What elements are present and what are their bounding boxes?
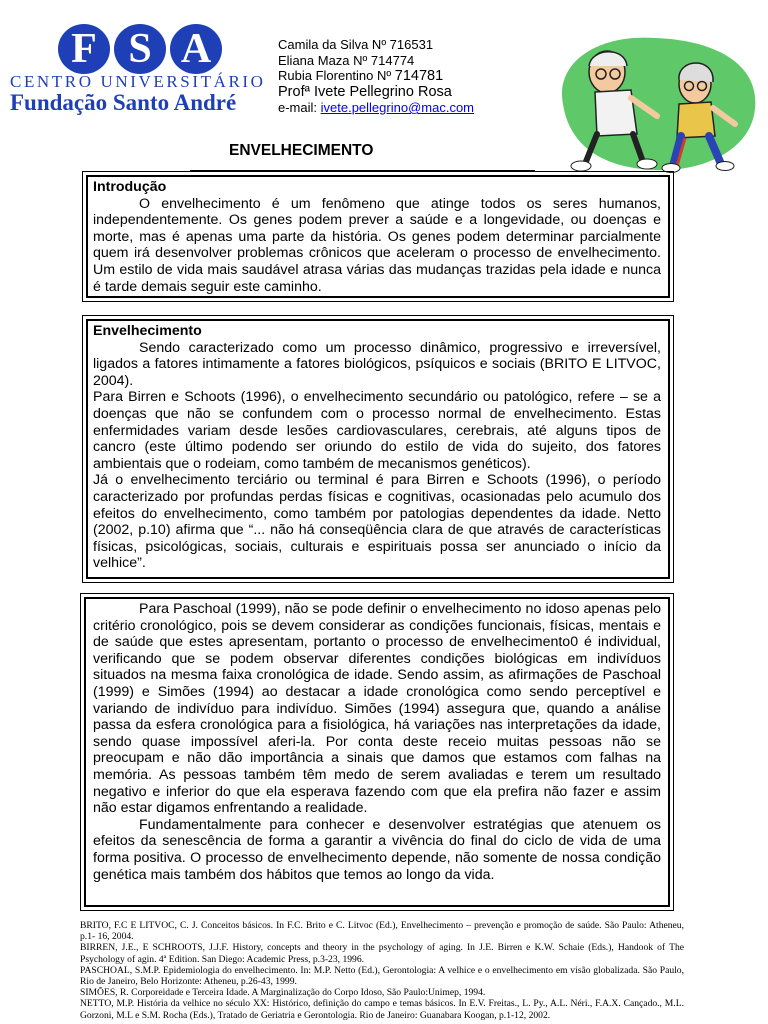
logo-letter-a: A xyxy=(170,24,222,74)
chronology-paragraph: Para Paschoal (1999), não se pode definir o envelhecimento no idoso apenas pelo critério cronológico, pois se devem considerar as condições funcionais, físicas, mentais e de saúde que estes apresentam, portanto o processo de envelhecimento0 é individual, verificando que se podem observar diferentes condições biológicas em indivíduos situados na mesma faixa cronológica de idade. Sendo assim, as afirmações de Paschoal (1999) e Simões (1994) ao destacar a idade cronológica como sendo perceptível e variando de indivíduo para indivíduo. Simões (1994) assegura que, quando a análise passa da esfera cronológica para a fisiológica, há variações nas interpretações da idade, sendo quase impossível aferi-la. Por conta deste receio muitas pessoas não se preocupam e não dão importância a sinais que damos que estamos com falhas na memória. As pessoas também têm medo de serem avaliadas e terem um resultado negativo e inferior do que ela esperava fazendo com que ela prefira não fazer e assim não estar digamos enfrentando a realidade. xyxy=(93,601,661,817)
references xyxy=(80,920,684,1021)
aging-heading: Envelhecimento xyxy=(93,323,202,339)
aging-paragraph: Para Birren e Schoots (1996), o envelhecimento secundário ou patológico, refere – se a doenças que não se confundem com o processo normal de envelhecimento. Estas enfermidades variam desde lesões cardiovasculares, cerebrais, até alguns tipos de cancro (este último podendo ser oriundo do estilo de vida do sujeito, dos fatores ambientais que o rodeiam, como também de mecanismos genéticos). xyxy=(93,389,661,472)
email-line xyxy=(278,100,474,116)
reference-item: BRITO, F.C E LITVOC, C. J. Conceitos básicos. In F.C. Brito e C. Litvoc (Ed.), Envelhecimento – prevenção e promoção de saúde. São Paulo: Atheneu, p.1- 16, 2004. xyxy=(80,920,684,943)
reference-item: PASCHOAL, S.M.P. Epidemiologia do envelhecimento. In: M.P. Netto (Ed.), Gerontologia: A velhice e o envelhecimento em visão globalizada. São Paulo, Rio de Janeiro, Belo Horizonte: Atheneu, p.26-43, 1999. xyxy=(80,964,684,988)
fsa-logo xyxy=(10,24,272,115)
logo-name: Fundação Santo André xyxy=(10,90,237,115)
email-label: e-mail: xyxy=(278,100,321,115)
author-block xyxy=(278,37,474,116)
author-line: Eliana Maza Nº 714774 xyxy=(278,52,415,68)
author-number: 714781 xyxy=(394,68,444,84)
author-line: Camila da Silva Nº 716531 xyxy=(278,37,434,52)
author-name: Rubia Florentino Nº xyxy=(278,68,395,83)
aging-paragraph: Sendo caracterizado como um processo dinâmico, progressivo e irreversível, ligados a fatores intimamente a fatores biológicos, psíquicos e sociais (BRITO E LITVOC, 2004). xyxy=(93,339,661,389)
aging-section xyxy=(93,323,661,572)
reference-item: BIRREN, J.E., E SCHROOTS, J.J.F. History, concepts and theory in the psychology of aging. In J.E. Birren e K.W. Schaie (Eds.), Handook of The Psychology of agin. 4ª Edition. San Diego: Academic Press, p.3-23, 1996. xyxy=(80,942,684,965)
reference-item: NETTO, M.P. História da velhice no século XX: Histórico, definição do campo e temas básicos. In E.V. Freitas., L. Py., A.L. Néri., F.A.X. Cançado., M.L. Gorzoni, M.L e S.M. Rocha (Eds.), Tratado de Geriatria e Gerontologia. Rio de Janeiro: Guanabara Koogan, p.1-12, 2002. xyxy=(80,998,684,1021)
chronology-paragraph: Fundamentalmente para conhecer e desenvolver estratégias que atenuem os efeitos da senescência de forma a garantir a vivência do final do ciclo de vida de uma forma positiva. O processo de envelhecimento depende, não somente de nossa condição genética mais também dos hábitos que temos ao longo da vida. xyxy=(93,816,661,883)
logo-letters xyxy=(10,24,272,74)
aging-paragraph: Já o envelhecimento terciário ou terminal é para Birren e Schoots (1996), o período caracterizado por profundas perdas físicas e cognitivas, ocasionadas pelo acumulo dos efeitos do envelhecimento, como também por patologias dependentes da idade. Netto (2002, p.10) afirma que “... não há conseqüência clara de que através de características físicas, psicológicas, sociais, culturais e espirituais possa ser anunciado o início da velhice”. xyxy=(93,472,661,572)
intro-heading: Introdução xyxy=(93,179,167,195)
page-title: ENVELHECIMENTO xyxy=(229,142,374,159)
chronology-section xyxy=(93,601,661,883)
logo-subtitle: CENTRO UNIVERSITÁRIO xyxy=(10,72,266,91)
logo-letter-s: S xyxy=(114,24,166,74)
professor-line: Profª Ivete Pellegrino Rosa xyxy=(278,83,452,100)
intro-paragraph: O envelhecimento é um fenômeno que atinge todos os seres humanos, independentemente. Os genes podem prever a saúde e a longevidade, ou doenças e morte, mas é apenas uma parte da história. Os genes podem determinar parcialmente quem irá desenvolver problemas crônicos que aceleram o processo de envelhecimento. Um estilo de vida mais saudável atrasa várias das mudanças trazidas pela idade e nunca é tarde demais seguir este caminho. xyxy=(93,195,661,295)
elderly-couple-walking-icon xyxy=(545,24,767,174)
logo-letter-f: F xyxy=(58,24,110,74)
email-link[interactable]: ivete.pellegrino@mac.com xyxy=(320,100,474,115)
author-line xyxy=(278,68,474,85)
reference-item: SIMÕES, R. Corporeidade e Terceira Idade. A Marginalização do Corpo Idoso, São Paulo:Unimep, 1994. xyxy=(80,987,486,999)
intro-section xyxy=(93,179,661,295)
